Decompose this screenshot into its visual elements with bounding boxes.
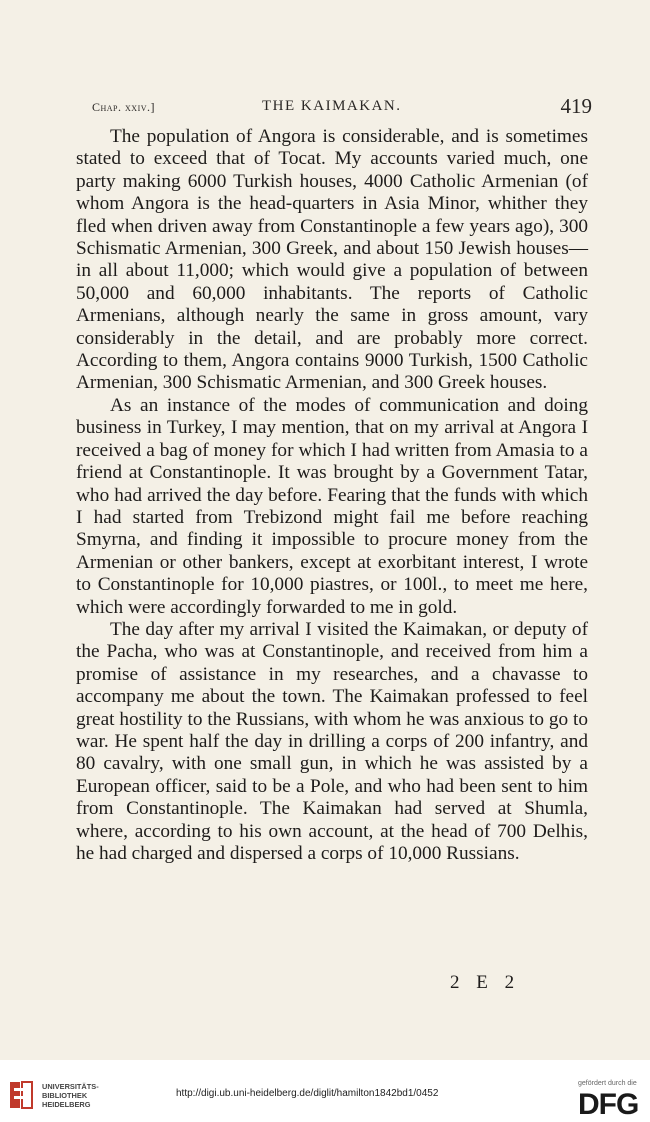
footer-bar <box>0 1060 650 1122</box>
library-name-line: UNIVERSITÄTS- <box>42 1082 99 1091</box>
library-name-line: HEIDELBERG <box>42 1100 91 1109</box>
permalink-url[interactable]: http://digi.ub.uni-heidelberg.de/diglit/hamilton1842bd1/0452 <box>176 1088 439 1099</box>
chapter-label: Chap. xxiv.] <box>92 100 155 114</box>
dfg-logo: DFG <box>578 1088 639 1121</box>
university-library-logo-icon <box>8 1078 36 1112</box>
running-head <box>92 94 592 122</box>
paragraph: The population of Angora is considerable, and is sometimes stated to exceed that of Tocat. My accounts varied much, one party making 6000 Turkish houses, 4000 Catholic Armenian (of whom Angora is the head-quarters in Asia Minor, whither they fled when driven away from Constantinople a few years ago), 300 Schismatic Armenian, 300 Greek, and about 150 Jewish houses—in all about 11,000; which would give a population of between 50,000 and 60,000 inhabitants. The reports of Catholic Armenians, although nearly the same in gross amount, vary considerably in the detail, and are probably more correct. According to them, Angora contains 9000 Turkish, 1500 Catholic Armenian, 300 Schismatic Armenian, and 300 Greek houses. <box>76 126 588 394</box>
library-name <box>42 1082 99 1109</box>
signature-mark: 2 E 2 <box>450 972 521 993</box>
library-name-line: BIBLIOTHEK <box>42 1091 88 1100</box>
page-title: THE KAIMAKAN. <box>262 98 402 114</box>
funded-by-label: gefördert durch die <box>578 1080 637 1087</box>
page-number: 419 <box>560 94 592 118</box>
paragraph: The day after my arrival I visited the Kaimakan, or deputy of the Pacha, who was at Constantinople, and received from him a promise of assistance in my researches, and a chavasse to accompany me about the town. The Kaimakan professed to feel great hostility to the Russians, with whom he was anxious to go to war. He spent half the day in drilling a corps of 200 infantry, and 80 cavalry, with one small gun, in which he was assisted by a European officer, said to be a Pole, and who had been sent to him from Constantinople. The Kaimakan had served at Shumla, where, according to his own account, at the head of 700 Delhis, he had charged and dispersed a corps of 10,000 Russians. <box>76 618 588 864</box>
paragraph: As an instance of the modes of communication and doing business in Turkey, I may mention, that on my arrival at Angora I received a bag of money for which I had written from Amasia to a friend at Constantinople. It was brought by a Government Tatar, who had arrived the day before. Fearing that the funds with which I had started from Trebizond might fail me before reaching Smyrna, and finding it impossible to procure money from the Armenian or other bankers, except at exorbitant interest, I wrote to Constantinople for 10,000 piastres, or 100l., to meet me here, which were accordingly forwarded to me in gold. <box>76 394 588 618</box>
body-text <box>76 126 588 865</box>
